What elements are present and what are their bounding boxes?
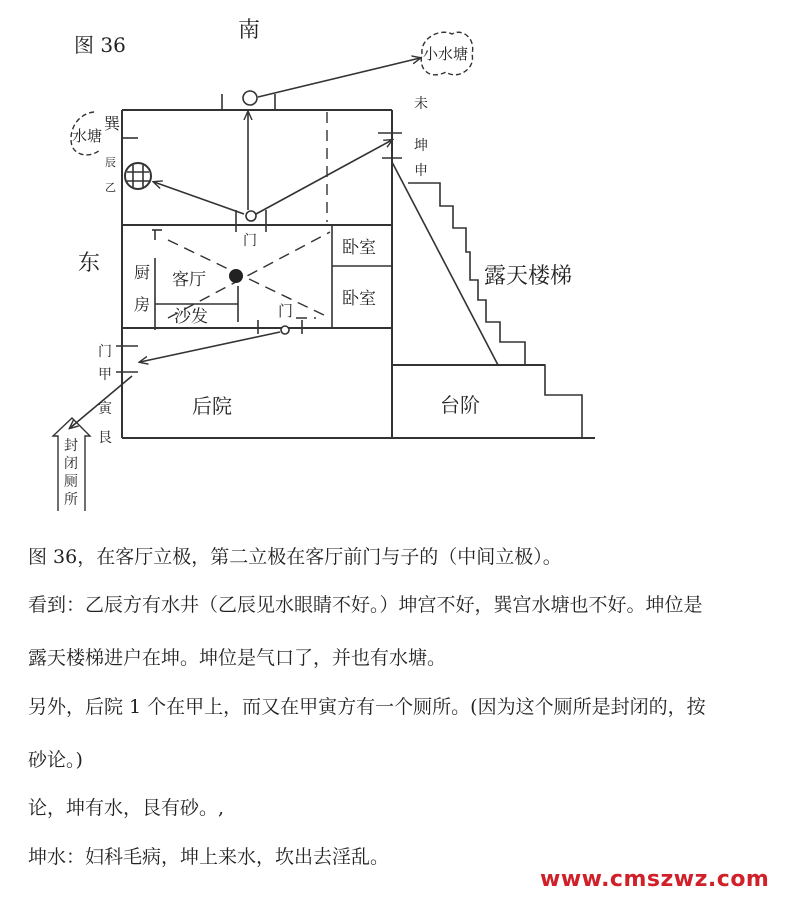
body-line-7: 坤水：妇科毛病，坤上来水，坎出去淫乱。 bbox=[28, 846, 390, 868]
label-bedroom-2: 卧室 bbox=[342, 289, 376, 309]
labels bbox=[64, 18, 572, 508]
label-sofa: 沙发 bbox=[174, 307, 208, 327]
label-toilet-2: 闭 bbox=[64, 456, 78, 472]
label-toilet-4: 所 bbox=[64, 492, 78, 508]
label-east: 东 bbox=[78, 251, 101, 276]
body-line-4: 另外，后院 1 个在甲上，而又在甲寅方有一个厕所。(因为这个厕所是封闭的，按 bbox=[28, 696, 706, 718]
label-steps: 台阶 bbox=[440, 393, 480, 417]
direction-tick-marks bbox=[116, 94, 402, 372]
watermark-url: www.cmszwz.com bbox=[540, 867, 770, 892]
south-well-circle bbox=[243, 91, 257, 105]
label-living-room: 客厅 bbox=[172, 270, 206, 290]
markers bbox=[53, 32, 473, 511]
label-backyard: 后院 bbox=[192, 394, 232, 418]
body-line-5: 砂论。) bbox=[28, 749, 83, 771]
body-line-6: 论，坤有水，艮有砂。, bbox=[28, 797, 225, 819]
tai-chi-center-dot bbox=[229, 269, 243, 283]
label-gen: 艮 bbox=[98, 430, 112, 446]
label-pond: 水塘 bbox=[72, 127, 103, 145]
label-xun: 巽 bbox=[104, 114, 121, 133]
water-well-icon bbox=[125, 163, 151, 189]
label-south: 南 bbox=[238, 18, 261, 43]
label-kun: 坤 bbox=[414, 138, 428, 154]
label-door-bottom: 门 bbox=[278, 302, 294, 320]
label-door-top: 门 bbox=[243, 233, 257, 249]
label-yi: 乙 bbox=[105, 181, 116, 194]
door-circle-top bbox=[246, 211, 256, 221]
body-line-2: 看到：乙辰方有水井（乙辰见水眼睛不好。）坤宫不好，巽宫水塘也不好。坤位是 bbox=[28, 594, 703, 616]
label-yin: 寅 bbox=[98, 401, 112, 417]
door-circle-bottom bbox=[281, 326, 289, 334]
label-kitchen-1: 厨 bbox=[134, 263, 151, 282]
label-toilet-1: 封 bbox=[64, 438, 78, 454]
caption-line-1: 图 36，在客厅立极，第二立极在客厅前门与子的（中间立极）。 bbox=[28, 546, 562, 568]
label-wei: 未 bbox=[414, 96, 428, 112]
label-jia: 甲 bbox=[98, 367, 112, 383]
figure-label: 图 36 bbox=[74, 33, 126, 57]
label-kitchen-2: 房 bbox=[134, 295, 151, 314]
label-bedroom-1: 卧室 bbox=[342, 238, 376, 258]
label-shen: 申 bbox=[414, 163, 428, 179]
label-small-pond: 小水塘 bbox=[423, 45, 469, 63]
label-chen: 辰 bbox=[105, 156, 116, 169]
body-line-3: 露天楼梯进户在坤。坤位是气口了，并也有水塘。 bbox=[28, 647, 447, 669]
label-outdoor-stairs: 露天楼梯 bbox=[484, 264, 573, 289]
stairs bbox=[392, 162, 582, 438]
label-gate-west: 门 bbox=[98, 344, 112, 360]
label-toilet-3: 厕 bbox=[64, 474, 78, 490]
